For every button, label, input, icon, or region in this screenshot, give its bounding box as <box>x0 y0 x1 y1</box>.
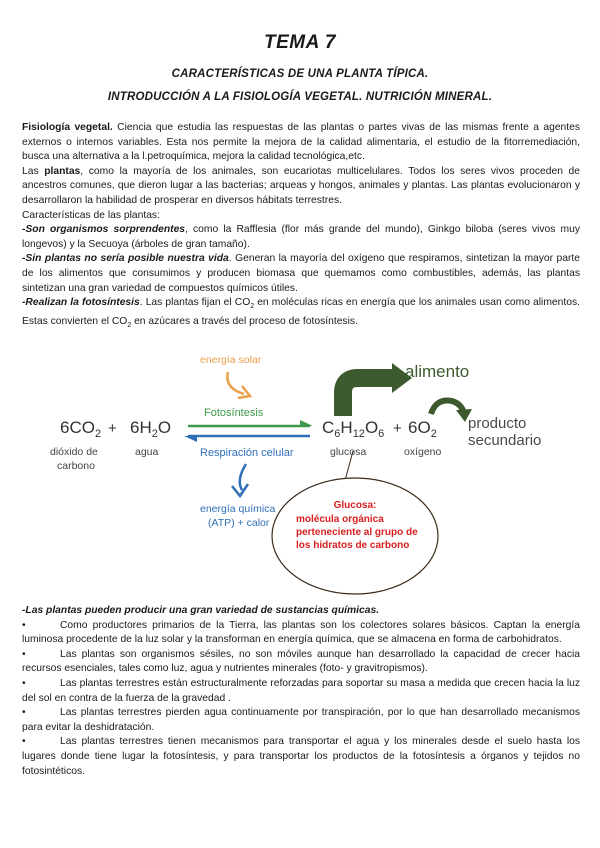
text-plantas: , como la mayoría de los animales, son eucariotas multicelulares. Todos los seres vivos proceden de ancestros comunes, que dieron lugar a las bacterias; arqueas y hongos, animales y plantas. Las plantas evolucionaron y desarrollaron la habilidad de prosperar en diversos hábitats terrestres. <box>22 165 580 206</box>
term-fotosintesis: -Realizan la fotosíntesis <box>22 297 140 309</box>
callout-title: Glucosa: <box>333 500 377 511</box>
callout-line-3: los hidratos de carbono <box>296 540 410 551</box>
fotosintesis-arrowhead-icon <box>300 420 313 426</box>
bullet-icon: • <box>22 619 26 631</box>
section-sustancias <box>22 604 580 779</box>
bullet-item <box>22 619 580 648</box>
bullet-item <box>22 706 580 735</box>
bullet-text-4: Las plantas terrestres pierden agua continuamente por transpiración, por lo que han desarrollado mecanismos para evitar la deshidratación. <box>22 707 580 733</box>
caracteristicas-label: Características de las plantas: <box>22 209 160 221</box>
intro-section <box>22 121 580 333</box>
alimento-label: alimento <box>405 362 470 381</box>
item-fotosintesis <box>22 296 580 333</box>
item-sin-plantas <box>22 252 580 296</box>
bullet-text-1: Como productores primarios de la Tierra, las plantas son los colectores solares básicos. Captan la energía luminosa procedente de la luz solar y la transforman en energía química, que se almacena en forma de carbohidratos. <box>22 619 580 646</box>
section-heading <box>22 604 580 619</box>
bullet-text-5: Las plantas terrestres tienen mecanismos para transportar el agua y los minerales desde el suelo hasta los lugares donde tiene lugar la fotosíntesis, y para transportar los productos de la fotosíntesis a órganos y tejidos no fotosintéticos. <box>22 736 580 777</box>
alimento-arrow-icon <box>343 378 395 416</box>
term-fisiologia: Fisiología vegetal. <box>22 122 113 133</box>
respiracion-label: Respiración celular <box>200 447 294 459</box>
text-plantas-pre: Las <box>22 165 45 177</box>
secundario-label: secundario <box>468 432 542 449</box>
page-title: TEMA 7 <box>264 32 336 53</box>
co2-formula: $6CO_2$ <box>60 418 102 440</box>
text-fotosintesis-a: . Las plantas fijan el CO <box>139 297 251 309</box>
o2-formula: $6O_2$ <box>408 418 437 440</box>
plus-sign-2: + <box>393 420 402 437</box>
respiracion-arrowhead-icon <box>184 436 197 442</box>
energia-solar-label: energía solar <box>200 354 262 366</box>
producto-label: producto <box>468 415 527 432</box>
dioxido-label-2: carbono <box>57 460 95 472</box>
agua-label: agua <box>135 446 159 458</box>
bullet-icon: • <box>22 648 26 660</box>
sub-co2-b: 2 <box>127 321 132 329</box>
fotosintesis-label: Fotosíntesis <box>204 407 264 419</box>
bullet-icon: • <box>22 677 26 689</box>
quimica-arrow-icon <box>240 464 246 490</box>
item-sorprendentes <box>22 223 580 252</box>
bullet-item <box>22 677 580 706</box>
bullet-text-2: Las plantas son organismos sésiles, no son móviles aunque han desarrollado la capacidad de crecer hacia recursos esenciales, tales como luz, agua y nutrientes minerales (foto- y gravitropismos). <box>22 648 580 675</box>
paragraph-fisiologia <box>22 121 580 165</box>
term-sorprendentes: -Son organismos sorprendentes <box>22 224 186 236</box>
text-fotosintesis-b: en moléculas ricas en energía que los animales usan como alimentos. Estas convierten el CO <box>22 297 580 327</box>
bullet-icon: • <box>22 707 26 719</box>
text-fotosintesis-c: en azúcares a través del proceso de fotosíntesis. <box>131 315 358 327</box>
text-sin-plantas: . Generan la mayoría del oxígeno que respiramos, sintetizan la mayor parte de los alimentos que consumimos y producen biomasa que quemamos como combustibles, además, las plantas sintetizan una gran variedad de compuestos químicos útiles. <box>22 253 580 294</box>
glucosa-formula: $C_6H_{12}O_6$ <box>322 418 385 440</box>
text-fisiologia: Ciencia que estudia las respuestas de las plantas o partes vivas de las mismas frente a agentes externos o internos variables. Esta nos permite la mejora de la calidad alimentaria, el estudio de la fitorremediación, busca una alternativa a la l.petroquímica, mejora la calidad tecnológica,etc. <box>22 122 581 163</box>
plus-sign-1: + <box>108 420 117 437</box>
subtitle-line-2: INTRODUCCIÓN A LA FISIOLOGÍA VEGETAL. NUTRICIÓN MINERAL. <box>107 91 493 103</box>
subtitle-line-1: CARACTERÍSTICAS DE UNA PLANTA TÍPICA. <box>171 68 429 80</box>
term-sin-plantas: -Sin plantas no sería posible nuestra vida <box>22 253 229 265</box>
section-heading-text: -Las plantas pueden producir una gran variedad de sustancias químicas. <box>22 605 380 616</box>
energia-quimica-label-2: (ATP) + calor <box>208 517 270 529</box>
callout-line-1: molécula orgánica <box>296 514 384 525</box>
dioxido-label-1: dióxido de <box>50 446 98 458</box>
h2o-formula: $6H_2O$ <box>130 418 172 440</box>
sub-co2-a: 2 <box>250 303 255 311</box>
paragraph-plantas <box>22 165 580 209</box>
bullet-text-3: Las plantas terrestres están estructuralmente reforzadas para soportar su masa a medida que crecen hacia la luz del sol en contra de la fuerza de la gravedad . <box>22 677 580 704</box>
oxigeno-label: oxígeno <box>404 446 442 458</box>
callout-line-2: perteneciente al grupo de <box>296 527 418 538</box>
solar-arrow-icon <box>227 372 244 394</box>
glucosa-label: glucosa <box>330 446 367 458</box>
bullet-icon: • <box>22 736 26 748</box>
bullet-item <box>22 648 580 677</box>
bullet-item <box>22 735 580 779</box>
text-sorprendentes: , como la Rafflesia (flor más grande del mundo), Ginkgo biloba (seres vivos muy longevos) y la Secuoya (árboles de gran tamaño). <box>22 224 580 250</box>
energia-quimica-label-1: energía química <box>200 503 276 515</box>
term-plantas: plantas <box>44 165 81 177</box>
photosynthesis-diagram <box>0 348 600 598</box>
